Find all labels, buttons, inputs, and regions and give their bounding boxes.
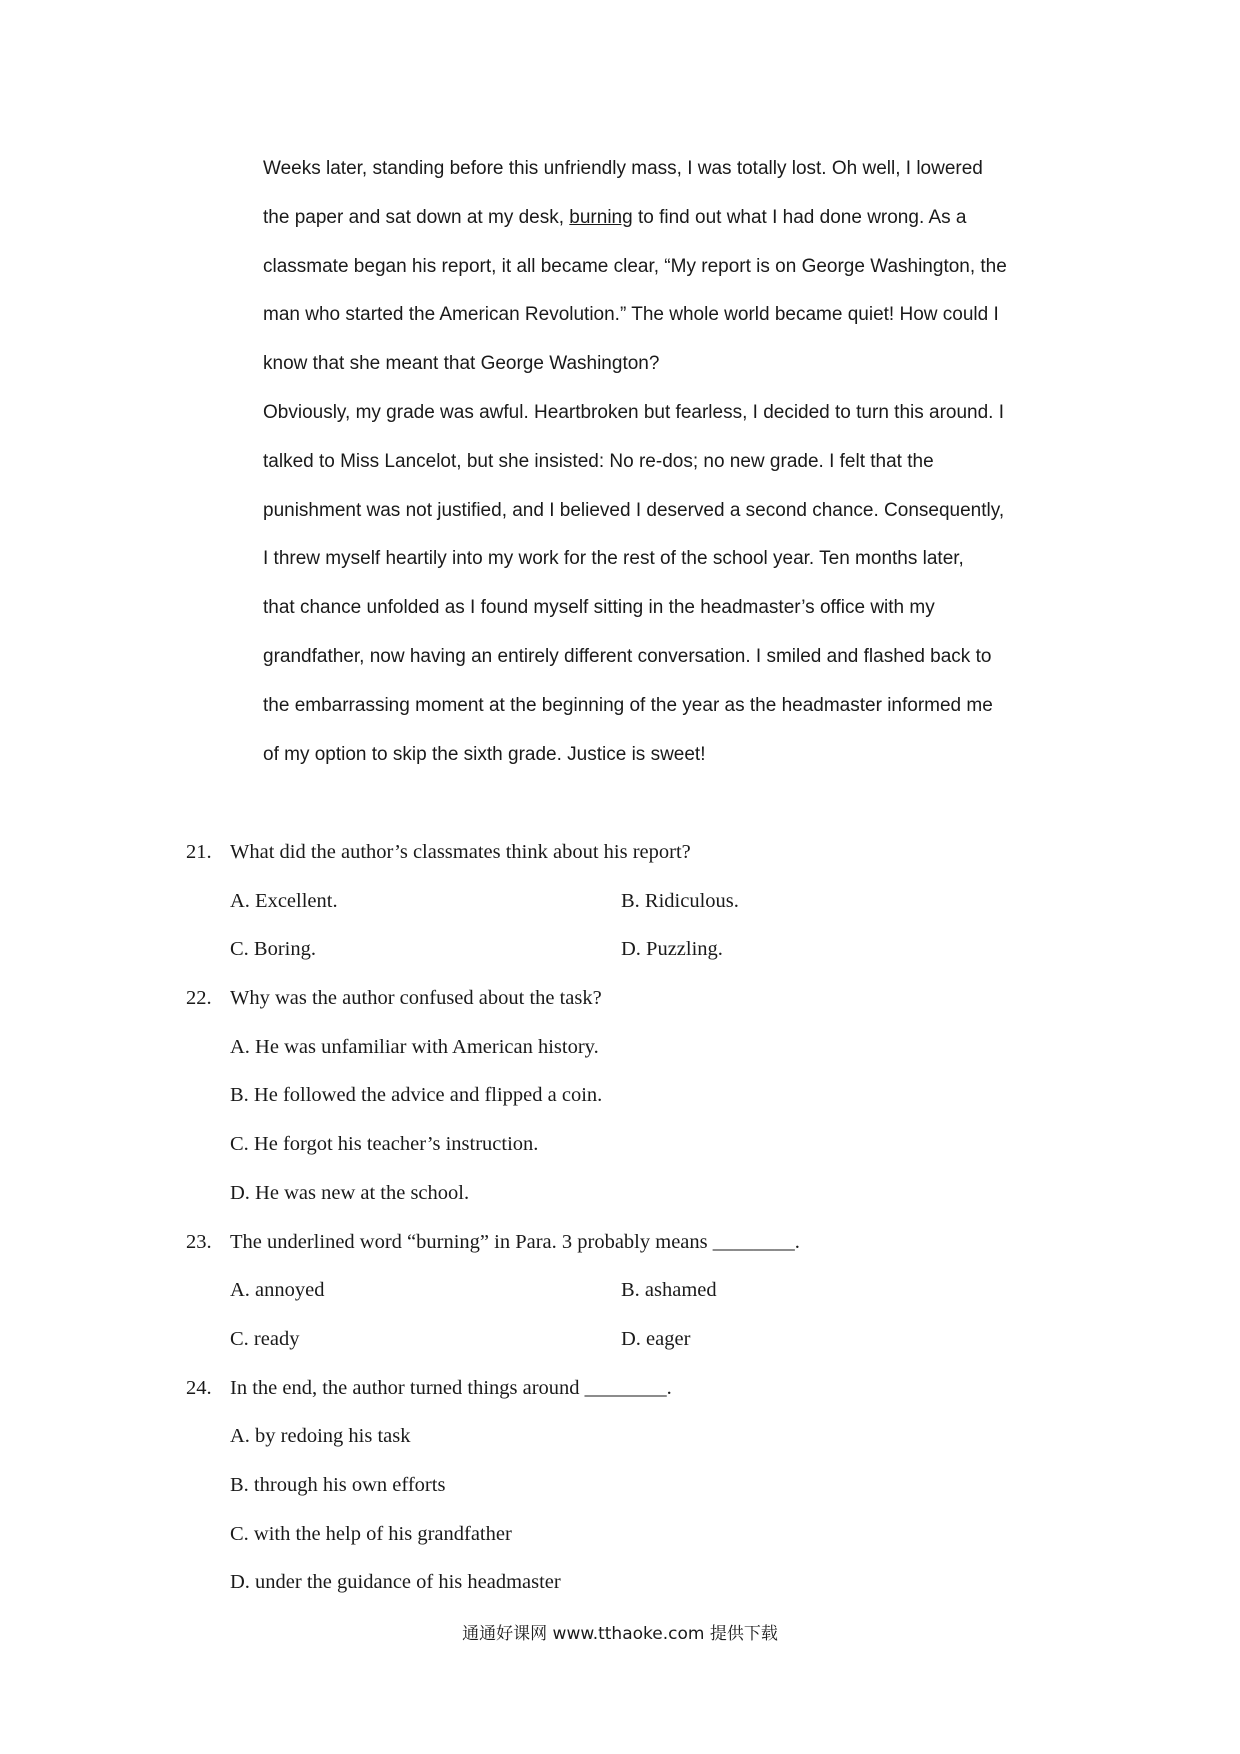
answer-option: D. eager	[621, 1327, 691, 1350]
passage-line: the embarrassing moment at the beginning of the year as the headmaster informed me	[263, 694, 993, 716]
page-footer: 通通好课网 www.tthaoke.com 提供下载	[462, 1624, 778, 1644]
question-stem	[0, 1374, 1240, 1423]
question-stem	[0, 1228, 1240, 1277]
passage-line: Weeks later, standing before this unfriendly mass, I was totally lost. Oh well, I lowered	[263, 158, 983, 179]
question-number: 21.	[186, 841, 212, 863]
passage-line: know that she meant that George Washington?	[263, 353, 660, 375]
option-row	[0, 1568, 1240, 1617]
question-number: 23.	[186, 1230, 212, 1253]
answer-option: C. Boring.	[230, 938, 316, 961]
answer-option: B. through his own efforts	[230, 1473, 446, 1496]
passage-line: of my option to skip the sixth grade. Justice is sweet!	[263, 743, 706, 765]
question-stem	[0, 838, 1240, 887]
passage-line: classmate began his report, it all became clear, “My report is on George Washington, the	[263, 255, 1007, 277]
reading-passage	[263, 155, 1063, 789]
answer-option: C. He forgot his teacher’s instruction.	[230, 1133, 539, 1156]
passage-line: Obviously, my grade was awful. Heartbroken but fearless, I decided to turn this around. I	[263, 401, 1005, 423]
passage-line: grandfather, now having an entirely different conversation. I smiled and flashed back to	[263, 645, 992, 667]
question-number: 24.	[186, 1376, 212, 1399]
passage-line: punishment was not justified, and I believed I deserved a second chance. Consequently,	[263, 499, 1005, 521]
option-row	[0, 1276, 1240, 1325]
passage-line: I threw myself heartily into my work for the rest of the school year. Ten months later,	[263, 548, 964, 570]
question-text: In the end, the author turned things around ________.	[230, 1376, 672, 1399]
question-text: What did the author’s classmates think about his report?	[230, 841, 691, 863]
passage-text: the paper and sat down at my desk,	[263, 206, 570, 228]
passage-text: to find out what I had done wrong. As a	[632, 206, 967, 228]
option-row	[0, 1471, 1240, 1520]
passage-line	[263, 204, 1063, 253]
passage-line: that chance unfolded as I found myself sitting in the headmaster’s office with my	[263, 597, 935, 619]
underlined-word: burning	[569, 206, 633, 228]
answer-option: B. Ridiculous.	[621, 889, 739, 912]
option-row	[0, 1179, 1240, 1228]
answer-option: D. under the guidance of his headmaster	[230, 1571, 561, 1594]
passage-line: man who started the American Revolution.” The whole world became quiet! How could I	[263, 304, 999, 326]
question-text: Why was the author confused about the task?	[230, 987, 602, 1010]
option-row	[0, 1130, 1240, 1179]
question-list	[0, 838, 1240, 1617]
answer-option: D. Puzzling.	[621, 938, 723, 961]
answer-option: A. by redoing his task	[230, 1425, 411, 1448]
option-row	[0, 1081, 1240, 1130]
answer-option: C. with the help of his grandfather	[230, 1522, 512, 1545]
answer-option: A. He was unfamiliar with American history.	[230, 1035, 599, 1058]
answer-option: B. He followed the advice and flipped a coin.	[230, 1084, 603, 1107]
answer-option: D. He was new at the school.	[230, 1181, 470, 1204]
option-row	[0, 1520, 1240, 1569]
answer-option: A. annoyed	[230, 1279, 325, 1302]
question-stem	[0, 984, 1240, 1033]
option-row	[0, 1422, 1240, 1471]
option-row	[0, 887, 1240, 936]
answer-option: B. ashamed	[621, 1279, 717, 1302]
option-row	[0, 1325, 1240, 1374]
option-row	[0, 1033, 1240, 1082]
option-row	[0, 935, 1240, 984]
answer-option: C. ready	[230, 1327, 300, 1350]
question-number: 22.	[186, 987, 212, 1010]
passage-line: talked to Miss Lancelot, but she insisted: No re-dos; no new grade. I felt that the	[263, 450, 934, 472]
answer-option: A. Excellent.	[230, 889, 338, 912]
question-text: The underlined word “burning” in Para. 3 probably means ________.	[230, 1230, 800, 1253]
